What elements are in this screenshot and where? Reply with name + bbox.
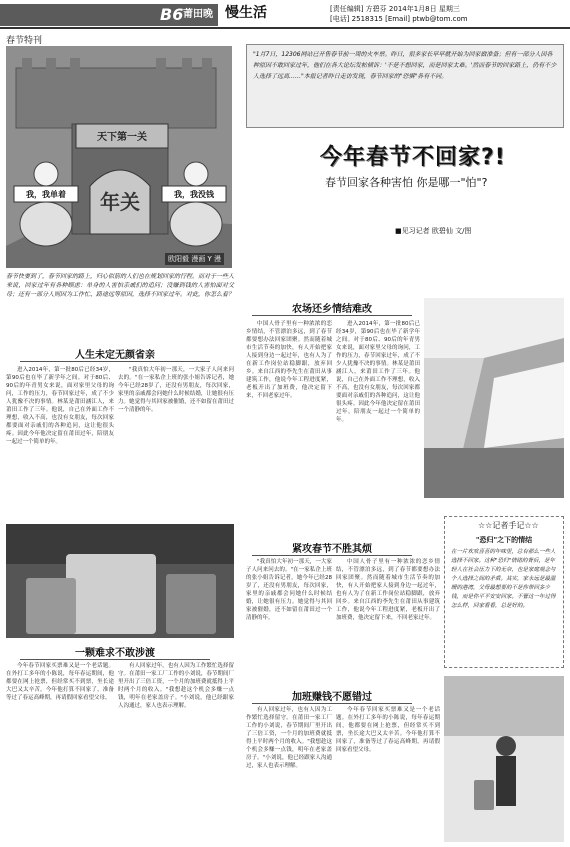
- headline: 今年春节不回家?!: [320, 145, 506, 170]
- editor-notes-title: "恐归"之下的情结: [475, 536, 533, 544]
- section-paragraph-3b: 中国人骨子里有一种浓浓的恋乡情结，不管漂泊多远，到了春节都要想办法回家团聚。然而随着城市生活节奏的加快，有人开始把家人接到身边一起过年，也有人为了在新工作岗位站稳脚跟，放弃回乡。来自江西的李先生在莆田从事建筑工作，他说今年工程进度紧，老板开出了加班费，他决定留下来，不回老家过年。: [336, 559, 440, 621]
- luggage-photo-drawing: [6, 524, 234, 638]
- section-paragraph-1b: "我真怕大年初一那天，一大家子人问来问去的。"在一家私企上班的张小姐告诉记者，她今年已经28岁了，还没有男朋友，每次回家，家里的亲戚都会问她什么时候结婚，让她很有压力。她觉得与其回家被催婚，还不如留在莆田过一个清静的年。: [118, 367, 234, 413]
- photo-luggage: [6, 524, 234, 638]
- masthead-info: [330, 4, 468, 24]
- section-paragraph-2: 中国人骨子里有一种浓浓的恋乡情结，不管漂泊多远，到了春节都要想办法回家团聚。然而随着城市生活节奏的加快，有人开始把家人接到身边一起过年，也有人为了在新工作岗位站稳脚跟，放弃回乡。来自江西的李先生在莆田从事建筑工作，他说今年工程进度紧，老板开出了加班费，他决定留下来，不回老家过年。: [246, 321, 332, 399]
- section-title-3: 紧攻春节不胜其烦: [252, 540, 412, 556]
- section-title-1: 人生未定无颜省亲: [20, 346, 210, 362]
- section-title-5: 加班赚钱不愿错过: [252, 688, 412, 704]
- editor-notes-box: [444, 516, 564, 668]
- section-paragraph-2b: 进入2014年，第一批80后已经34岁，第90后也在毕了新学年之间。对于80后、90后的年青男女来说，面对家里父母的询问，工作的压力，春节回家过年，成了不少人犹豫不决的事情。林某是莆田涵江人，来莆田工作了三年。他说，自己在外面工作不理想，收入不高，也没有女朋友，每次回家都要面对亲戚们的各种追问，这让他很头疼。因此今年他决定留在莆田过年，陪朋友一起过一个简单的年。: [336, 321, 420, 423]
- section-paragraph-5: 有人回家过年，也有人因为工作繁忙选择留守。在莆田一家工厂工作的小刘说，春节期间厂里开出了三倍工资，一个月的加班费就抵得上平时两个月的收入。"我想趁这个机会多赚一点钱，明年在老家盖房子。"小刘说，他已经跟家人沟通过，家人也表示理解。: [246, 707, 332, 769]
- section-paragraph-3: "我真怕大年初一那天，一大家子人问来问去的。"在一家私企上班的张小姐告诉记者，她今年已经28岁了，还没有男朋友，每次回家，家里的亲戚都会问她什么时候结婚，让她很有压力。她觉得与其回家被催婚，还不如留在莆田过一个清静的年。: [246, 559, 332, 621]
- train-photo-drawing: [424, 298, 564, 498]
- speech-left: 我，我单着: [26, 190, 66, 199]
- speech-right: 我，我没钱: [174, 190, 214, 199]
- photo-train: [424, 298, 564, 498]
- summary-paragraph: 春节快要到了，春节回家的路上，归心似箭的人们也在规划回家的行程。而对于一些人来说，回家过年有各种顾虑：单身的人害怕亲戚们的追问；没赚到钱的人害怕面对父母；还有一部分人则因为工作忙、路途远等原因，选择不回家过年。对此，你怎么看？: [6, 273, 235, 298]
- city-gate-drawing: [6, 46, 232, 268]
- suitcase-photo-drawing: [444, 676, 564, 842]
- cartoon-caption: 欧阳毅 漫画 Y 漫: [165, 253, 224, 265]
- section-body-4: [6, 662, 114, 842]
- section-paragraph-4b: 有人回家过年，也有人因为工作繁忙选择留守。在莆田一家工厂工作的小刘说，春节期间厂里开出了三倍工资，一个月的加班费就抵得上平时两个月的收入。"我想趁这个机会多赚一点钱，明年在老家盖房子。"小刘说，他已经跟家人沟通过，家人也表示理解。: [118, 663, 234, 709]
- gate-sign: 天下第一关: [97, 132, 147, 143]
- section-paragraph-1: 进入2014年，第一批80后已经34岁，第90后也在毕了新学年之间。对于80后、90后的年青男女来说，面对家里父母的询问，工作的压力，春节回家过年，成了不少人犹豫不决的事情。林某是莆田涵江人，来莆田工作了三年。他说，自己在外面工作不理想，收入不高，也没有女朋友，每次回家都要面对亲戚们的各种追问，这让他很头疼。因此今年他决定留在莆田过年，陪朋友一起过一个简单的年。: [6, 367, 114, 445]
- section-body-5: [246, 706, 332, 842]
- section-body-1: [6, 366, 114, 526]
- section-body-4b: [118, 662, 234, 842]
- section-name: 慢生活: [225, 5, 267, 21]
- section-title-4: 一颗难求不敢涉渡: [20, 644, 210, 660]
- section-body-2b: [336, 320, 420, 530]
- section-body-1b: [118, 366, 234, 440]
- section-title-2: 农场还乡情结难改: [252, 300, 412, 316]
- page-number: B6: [160, 5, 184, 24]
- gate-label: 年关: [100, 190, 140, 214]
- cartoon-illustration: [6, 46, 232, 268]
- editor-line: [责任编辑] 方碧芬 2014年1月8日 星期三: [330, 5, 460, 13]
- column-kicker: 春节特刊: [6, 36, 43, 46]
- intro-text: "1月7日，12306网站已开售春节前一周的火车票。昨日，很多家长早早就开始为回家做准备；但有一部分人因各种原因不敢回家过年，他们在各大论坛发帖倾诉：'不是不想回家，而是回家太难。'然而春节的回家路上，仍有不少人选择了远离……"本报记者昨日走访发现，春节回家的"恐惧"各有不同。: [253, 51, 557, 80]
- reporter-byline: ■见习记者 欧碧仙 文/图: [395, 227, 472, 235]
- editor-notes-body: 在一片欢欢喜喜的年味里，总有那么一些人选择不回家。这种"恐归"情绪的背后，是年轻人在社会压力下的无奈，也是家庭观念与个人选择之间的矛盾。其实，家永远是最温暖的港湾，父母最想要的不是你带回多少钱，而是你平平安安回家。不管这一年过得怎么样，回家看看，总是好的。: [451, 549, 556, 609]
- section-body-3b: [336, 558, 440, 674]
- section-body-2: [246, 320, 332, 530]
- editor-notes-label: ☆☆记者手记☆☆: [478, 521, 539, 530]
- subheadline: 春节回家各种害怕 你是哪一"怕"?: [325, 176, 488, 189]
- section-body-5b: [336, 706, 440, 842]
- masthead-rule: [0, 27, 570, 29]
- photo-suitcase-woman: [444, 676, 564, 842]
- section-body-3: [246, 558, 332, 674]
- paper-name: 莆田晚报: [183, 9, 213, 42]
- section-paragraph-5b: 今年春节回家买票难又是一个老话题。在外打工多年的小陈说，每年春运期间，他都要在网上抢票，但经常买不到票，坐长途大巴又太辛苦。今年他打算不回家了，准备等过了春运高峰期，再请假回家看望父母。: [336, 707, 440, 753]
- intro-box: [246, 44, 564, 128]
- section-paragraph-4: 今年春节回家买票难又是一个老话题。在外打工多年的小陈说，每年春运期间，他都要在网上抢票，但经常买不到票，坐长途大巴又太辛苦。今年他打算不回家了，准备等过了春运高峰期，再请假回家看望父母。: [6, 663, 114, 701]
- contact-line: [电话] 2518315 [Email] ptwb@tom.com: [330, 15, 468, 23]
